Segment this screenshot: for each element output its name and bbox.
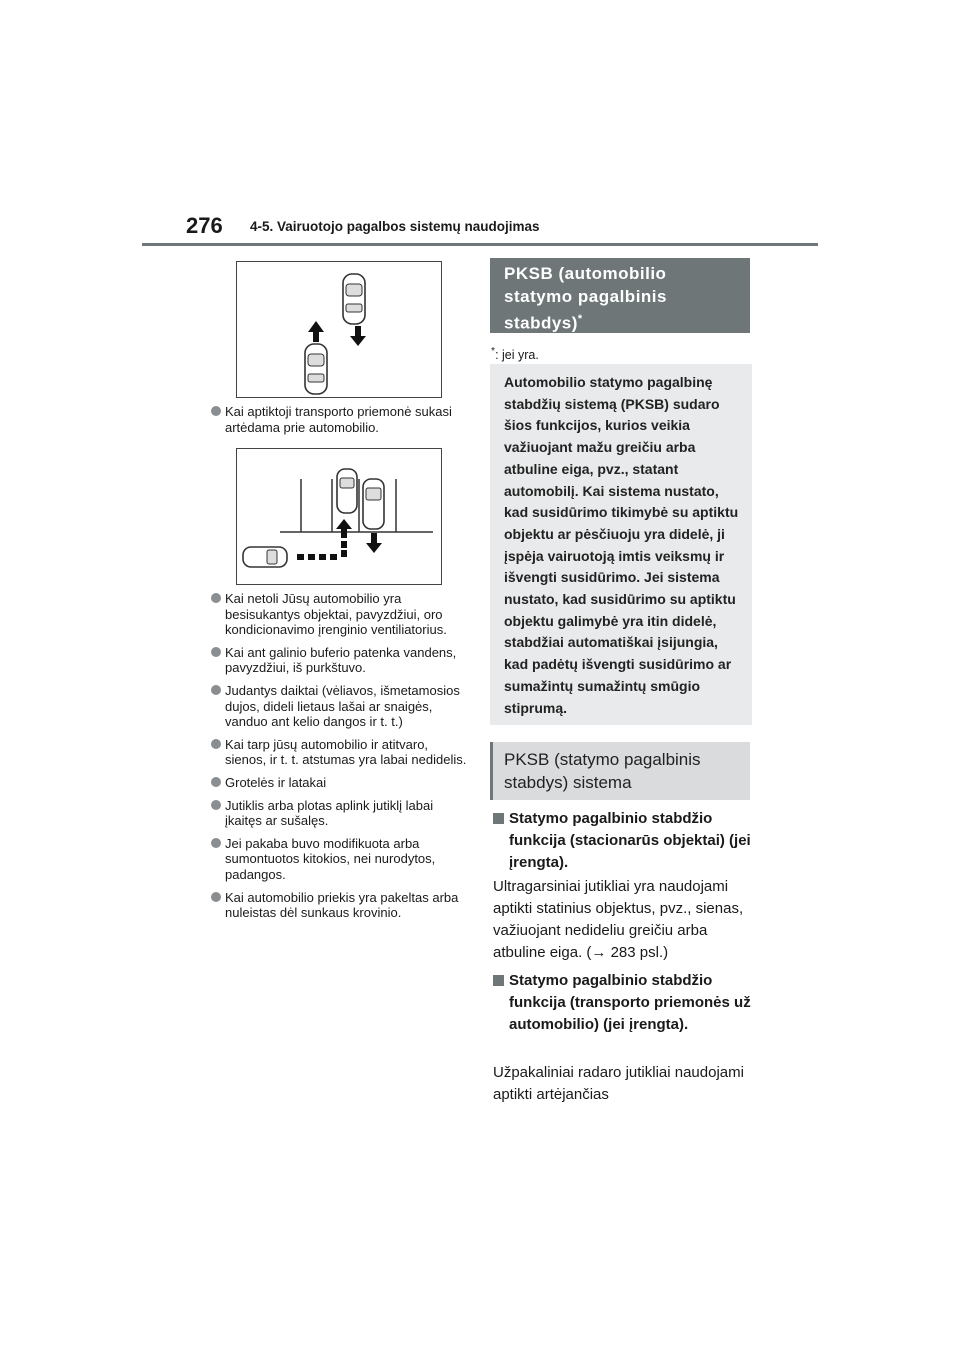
figure-passing-vehicles: [236, 261, 442, 398]
arrow-down-icon: [366, 533, 382, 553]
car-icon: [243, 547, 287, 567]
bullet-list-b: [211, 591, 469, 928]
list-item: Kai ant galinio buferio patenka vandens, pavyzdžiui, iš purkštuvo.: [211, 645, 469, 676]
footnote: *: jei yra.: [491, 346, 539, 363]
bullet-icon: [211, 406, 221, 416]
car-icon: [363, 479, 384, 529]
square-bullet-icon: [493, 813, 504, 824]
arrow-up-icon: [336, 519, 352, 538]
bullet-icon: [211, 685, 221, 695]
arrow-up-icon: [308, 321, 324, 342]
path-dashed-icon: [297, 541, 347, 560]
list-item: Kai netoli Jūsų automobilio yra besisukantys objektai, pavyzdžiui, oro kondicionavimo įrenginio ventiliatorius.: [211, 591, 469, 638]
figure-parking-lot: [236, 448, 442, 585]
bullet-icon: [211, 800, 221, 810]
subheading-rear-vehicles: Statymo pagalbinio stabdžio funkcija (transporto priemonės už automobilio) (jei įrengta).: [493, 970, 753, 1036]
arrow-down-icon: [350, 326, 366, 346]
list-item: Jutiklis arba plotas aplink jutiklį labai įkaitęs ar sušalęs.: [211, 798, 469, 829]
car-icon: [305, 344, 327, 394]
info-box: Automobilio statymo pagalbinę stabdžių sistemą (PKSB) sudaro šios funkcijos, kurios veikia važiuojant mažu greičiu arba atbuline eiga, pvz., statant automobilį. Kai sistema nustato, kad susidūrimo tikimybė su aptiktu objektu ar pėsčiuoju yra didelė, ji įspėja vairuotoją imtis veiksmų ir išvengti susidūrimo. Jei sistema nustato, kad susidūrimo su aptiktu objektu galimybė yra itin didelė, stabdžiai automatiškai įsijungia, kad padėtų išvengti susidūrimo ar sumažintų sumažintų smūgio stiprumą.: [490, 364, 752, 725]
paragraph-radar: Užpakaliniai radaro jutikliai naudojami aptikti artėjančias: [493, 1064, 744, 1103]
page-number: 276: [186, 213, 223, 238]
paragraph-ultrasonic: Ultragarsiniai jutikliai yra naudojami aptikti statinius objektus, pvz., sienas, važiuojant nedideliu greičiu arba atbuline eiga. (→ 283 psl.): [493, 878, 744, 961]
list-item: Kai automobilio priekis yra pakeltas arba nuleistas dėl sunkaus krovinio.: [211, 890, 469, 921]
list-item: Jei pakaba buvo modifikuota arba sumontuotos kitokios, nei nurodytos, padangos.: [211, 836, 469, 883]
list-item: Grotelės ir latakai: [211, 775, 469, 791]
list-item: Kai aptiktoji transporto priemonė sukasi artėdama prie automobilio.: [211, 404, 469, 435]
subheading-stationary: Statymo pagalbinio stabdžio funkcija (stacionarūs objektai) (jei įrengta).: [493, 808, 753, 874]
bullet-icon: [211, 838, 221, 848]
car-icon: [343, 274, 365, 324]
section-heading-system: PKSB (statymo pagalbinis stabdys) sistema: [490, 742, 750, 800]
bullet-icon: [211, 777, 221, 787]
bullet-icon: [211, 647, 221, 657]
bullet-icon: [211, 739, 221, 749]
car-icon: [337, 469, 357, 513]
list-item: Judantys daiktai (vėliavos, išmetamosios dujos, dideli lietaus lašai ar snaigės, vanduo ant kelio dangos ir t. t.): [211, 683, 469, 730]
bullet-icon: [211, 593, 221, 603]
bullet-icon: [211, 892, 221, 902]
list-item: Kai tarp jūsų automobilio ir atitvaro, sienos, ir t. t. atstumas yra labai nedidelis.: [211, 737, 469, 768]
chapter-title: 4-5. Vairuotojo pagalbos sistemų naudojimas: [250, 219, 540, 234]
section-heading-pksb: PKSB (automobilio statymo pagalbinis stabdys)*: [490, 258, 750, 333]
header-rule: [142, 243, 818, 246]
bullet-list-a: [211, 404, 469, 442]
square-bullet-icon: [493, 975, 504, 986]
